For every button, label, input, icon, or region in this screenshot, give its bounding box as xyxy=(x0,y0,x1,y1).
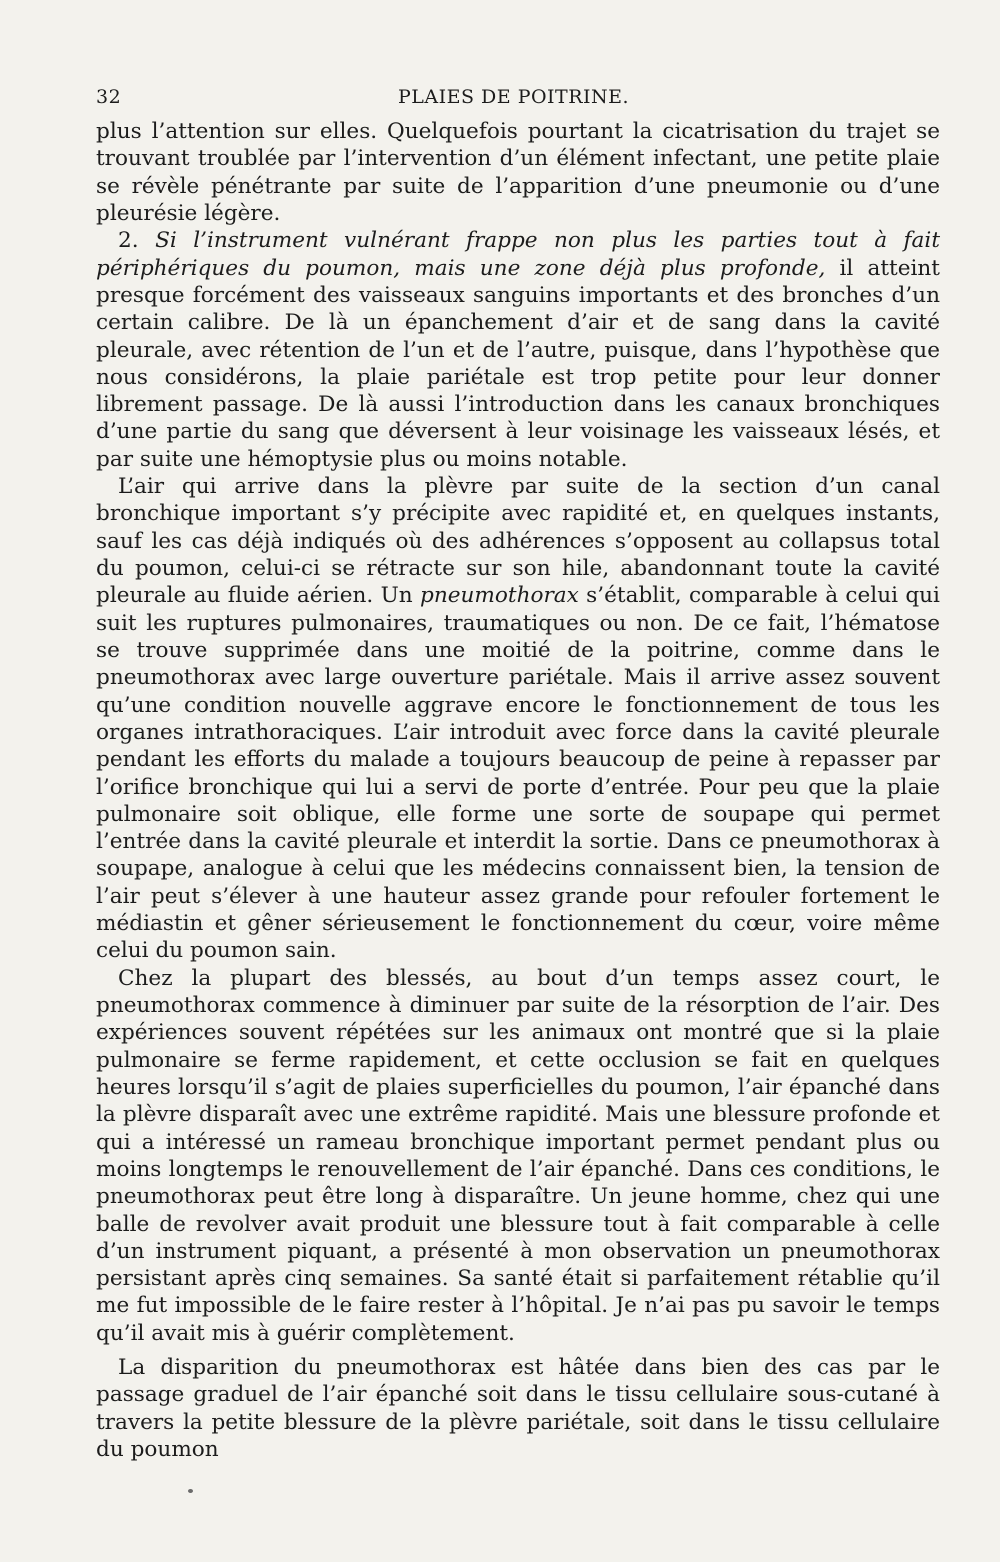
paragraph-2-text: il atteint presque forcément des vaisseaux sanguins importants et des bronches d’un certain calibre. De là un épanchement d’air et de sang dans la cavité pleurale, avec rétention de l’un et de l’autre, puisque, dans l’hypothèse que nous considérons, la plaie pariétale est trop petite pour leur donner librement passage. De là aussi l’introduction dans les canaux bronchiques d’une partie du sang que déversent à leur voisinage les vaisseaux lésés, et par suite une hémoptysie plus ou moins notable. xyxy=(96,255,940,472)
paragraph-1-text: plus l’attention sur elles. Quelquefois pourtant la cicatrisation du trajet se trouvant troublée par l’intervention d’un élément infectant, une petite plaie se révèle pénétrante par suite de l’apparition d’une pneumonie ou d’une pleurésie légère. xyxy=(96,119,940,226)
paragraph-3-text-after: s’établit, comparable à celui qui suit les ruptures pulmonaires, traumatiques ou non. De ce fait, l’hématose se trouve supprimée dans une moitié de la poitrine, comme dans le pneumothorax avec large ouverture pariétale. Mais il arrive assez souvent qu’une condition nouvelle aggrave encore le fonctionnement de tous les organes intrathoraciques. L’air introduit avec force dans la cavité pleurale pendant les efforts du malade a toujours beaucoup de peine à repasser par l’orifice bronchique qui lui a servi de porte d’entrée. Pour peu que la plaie pulmonaire soit oblique, elle forme une sorte de soupape qui permet l’entrée dans la cavité pleurale et interdit la sortie. Dans ce pneumothorax à soupape, analogue à celui que les médecins connaissent bien, la tension de l’air peut s’élever à une hauteur assez grande pour refouler fortement le médiastin et gêner sérieusement le fonctionnement du cœur, voire même celui du poumon sain. xyxy=(96,583,940,964)
running-title: PLAIES DE POITRINE. xyxy=(398,86,630,108)
paragraph-3-italic-term: pneumothorax xyxy=(420,583,579,609)
ink-speck xyxy=(188,1489,193,1493)
page-number: 32 xyxy=(96,86,122,108)
paragraph-5 xyxy=(96,1354,940,1463)
paragraph-2 xyxy=(96,227,940,473)
paragraph-2-italic-heading: Si l’instrument vulnérant frappe non plus les parties tout à fait périphériques du poumon, mais une zone déjà plus profonde, xyxy=(96,228,940,281)
paragraph-3-text-before: L’air qui arrive dans la plèvre par suite de la section d’un canal bronchique important s’y précipite avec rapidité et, en quelques instants, sauf les cas déjà indiqués où des adhérences s’opposent au collapsus total du poumon, celui-ci se rétracte sur son hile, abandonnant toute la cavité pleurale au fluide aérien. Un xyxy=(96,474,940,609)
paragraph-3 xyxy=(96,473,940,965)
paragraph-2-number: 2. xyxy=(118,228,139,254)
paragraph-1 xyxy=(96,118,940,227)
paragraph-5-text: La disparition du pneumothorax est hâtée dans bien des cas par le passage graduel de l’air épanché soit dans le tissu cellulaire sous-cutané à travers la petite blessure de la plèvre pariétale, soit dans le tissu cellulaire du poumon xyxy=(96,1355,940,1462)
paragraph-4 xyxy=(96,965,940,1347)
paragraph-4-text: Chez la plupart des blessés, au bout d’un temps assez court, le pneumothorax commence à diminuer par suite de la résorption de l’air. Des expériences souvent répétées sur les animaux ont montré que si la plaie pulmonaire se ferme rapidement, et cette occlusion se fait en quelques heures lorsqu’il s’agit de plaies superficielles du poumon, l’air épanché dans la plèvre disparaît avec une extrême rapidité. Mais une blessure profonde et qui a intéressé un rameau bronchique important permet pendant plus ou moins longtemps le renouvellement de l’air épanché. Dans ces conditions, le pneumothorax peut être long à disparaître. Un jeune homme, chez qui une balle de revolver avait produit une blessure tout à fait comparable à celle d’un instrument piquant, a présenté à mon observation un pneumothorax persistant après cinq semaines. Sa santé était si parfaitement rétablie qu’il me fut impossible de le faire rester à l’hôpital. Je n’ai pas pu savoir le temps qu’il avait mis à guérir complètement. xyxy=(96,965,940,1346)
body-text xyxy=(96,118,940,1463)
page-header xyxy=(96,86,940,116)
